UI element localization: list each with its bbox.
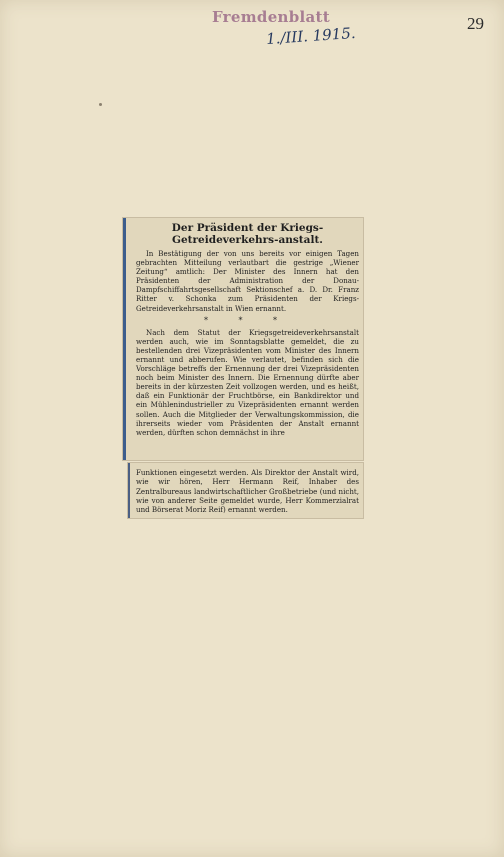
newspaper-clipping-upper bbox=[123, 218, 363, 460]
clipping-paragraph-2: Nach dem Statut der Kriegsgetreideverkehrsanstalt werden auch, wie im Sonntagsblatte gemeldet, die zu bestellenden drei Vizepräsidenten vom Minister des Innern ernannt und abberufen. Wie verlautet, befinden sich die Vorschläge betreffs der Ernennung der drei Vizepräsidenten noch beim Minister des Innern. Die Ernennung dürfte aber bereits in der kürzesten Zeit vollzogen werden, und es heißt, daß ein Funktionär der Fruchtbörse, ein Bankdirektor und ein Mühlenindustrieller zu Vizepräsidenten ernannt werden sollen. Auch die Mitglieder der Verwaltungskommission, die ihrerseits wieder vom Präsidenten der Anstalt ernannt werden, dürften schon demnächst in ihre bbox=[136, 327, 359, 437]
newspaper-stamp: Fremdenblatt bbox=[212, 8, 331, 26]
clipping-paragraph-3: Funktionen eingesetzt werden. Als Direktor der Anstalt wird, wie wir hören, Herr Hermann Reif, Inhaber des Zentralbureaus landwirtschaftlicher Großbetriebe (und nicht, wie von anderer Seite gemeldet wurde, Herr Kommerzialrat und Börserat Moriz Reif) ernannt werden. bbox=[136, 468, 359, 515]
clipping-separator: * * * bbox=[203, 315, 292, 325]
page-number: 29 bbox=[467, 14, 484, 33]
handwritten-date: 1./III. 1915. bbox=[265, 23, 357, 49]
paper-speck bbox=[99, 103, 102, 106]
clipping-headline: Der Präsident der Kriegs-Getreideverkehrs-anstalt. bbox=[171, 222, 324, 246]
newspaper-clipping-lower bbox=[128, 463, 363, 518]
clipping-paragraph-1: In Bestätigung der von uns bereits vor einigen Tagen gebrachten Mitteilung verlautbart die gestrige „Wiener Zeitung“ amtlich: Der Minister des Innern hat den Präsidenten der Administration der Donau-Dampfschiffahrtsgesellschaft Sektionschef a. D. Dr. Franz Ritter v. Schonka zum Präsidenten der Kriegs-Getreideverkehrsanstalt in Wien ernannt. bbox=[136, 249, 359, 313]
